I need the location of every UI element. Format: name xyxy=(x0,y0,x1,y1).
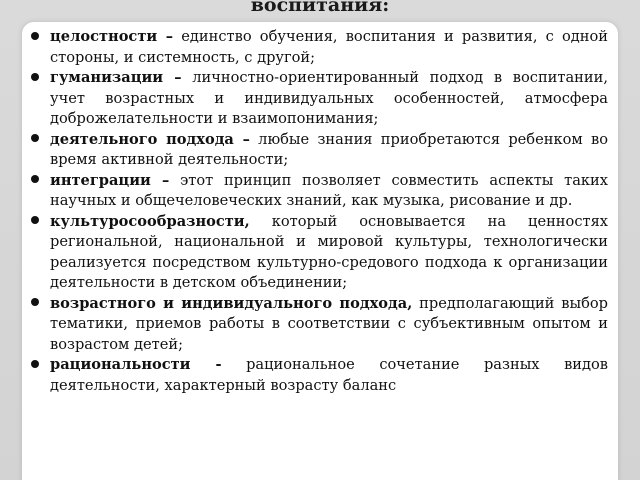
principle-description: который основывается на ценностях региональной, национальной и мировой культуры, технологически реализуется посредством культурно-средового подхода к организации деятельности в детском объединении; xyxy=(50,212,609,291)
list-item xyxy=(50,294,608,356)
principle-term: возрастного и индивидуального подхода, xyxy=(50,294,413,312)
principle-description: личностно-ориентированный подход в воспитании, учет возрастных и индивидуальных особенностей, атмосфера доброжелательности и взаимопонимания; xyxy=(50,69,608,127)
bullet-icon xyxy=(31,360,39,368)
principle-term: деятельного подхода – xyxy=(50,130,250,148)
principle-description: единство обучения, воспитания и развития, с одной стороны, и системность, с другой; xyxy=(50,28,608,66)
bullet-icon xyxy=(31,134,39,142)
list-item xyxy=(50,68,608,130)
slide-heading: воспитания: xyxy=(250,0,390,16)
principle-description: этот принцип позволяет совместить аспекты таких научных и общечеловеческих знаний, как музыка, рисование и др. xyxy=(50,171,609,209)
principle-term: рациональности - xyxy=(50,356,222,373)
list-item xyxy=(50,355,608,396)
content-card xyxy=(22,22,618,480)
list-item xyxy=(50,27,608,68)
list-item xyxy=(50,212,608,294)
principle-term: культуросообразности, xyxy=(50,212,250,230)
principle-description: любые знания приобретаются ребенком во время активной деятельности; xyxy=(50,130,608,168)
principle-term: интеграции – xyxy=(50,171,170,189)
principles-list xyxy=(22,22,618,396)
list-item xyxy=(50,171,608,212)
principle-description: предполагающий выбор тематики, приемов работы в соответствии с субъективным опытом и возрастом детей; xyxy=(50,294,609,353)
list-item xyxy=(50,130,608,171)
bullet-icon xyxy=(31,32,39,40)
bullet-icon xyxy=(31,298,39,306)
bullet-icon xyxy=(31,175,39,183)
principle-term: целостности – xyxy=(50,28,174,45)
bullet-icon xyxy=(31,73,39,81)
principle-description: рациональное сочетание разных видов деятельности, характерный возрасту баланс xyxy=(50,356,608,394)
bullet-icon xyxy=(31,216,39,224)
principle-term: гуманизации – xyxy=(50,69,182,86)
